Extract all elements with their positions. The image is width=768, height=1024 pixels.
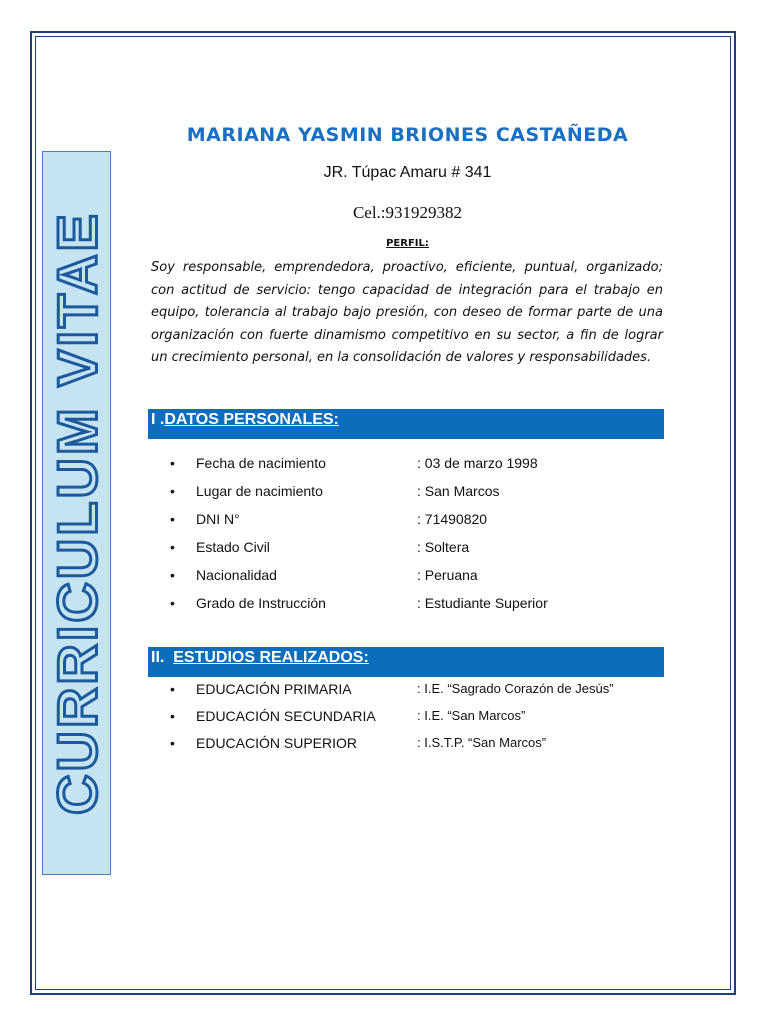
field-value: : I.E. “San Marcos” [417,708,526,723]
field-value: : San Marcos [417,483,500,499]
field-label: EDUCACIÓN SECUNDARIA [196,708,376,724]
phone: Cel.:931929382 [352,203,463,222]
bullet: • [170,511,175,527]
studies-list [170,681,670,762]
field-label: Nacionalidad [196,567,277,583]
list-item [170,483,670,511]
bullet: • [170,567,175,583]
side-banner [42,151,111,875]
personal-data-list [170,455,670,623]
profile-heading: PERFIL: [386,238,429,249]
field-label: Estado Civil [196,539,270,555]
bullet: • [170,595,175,611]
section-title: DATOS PERSONALES: [164,411,339,428]
address: JR. Túpac Amaru # 341 [323,164,492,181]
bullet: • [170,708,175,724]
field-value: : Peruana [417,567,478,583]
list-item [170,539,670,567]
field-label: Grado de Instrucción [196,595,326,611]
field-value: : Estudiante Superior [417,595,548,611]
bullet: • [170,483,175,499]
section-number: I . [151,411,165,428]
section-title: ESTUDIOS REALIZADOS: [173,649,369,666]
bullet: • [170,735,175,751]
full-name: MARIANA YASMIN BRIONES CASTAÑEDA [186,124,629,146]
list-item [170,681,670,708]
list-item [170,567,670,595]
list-item [170,455,670,483]
bullet: • [170,455,175,471]
field-value: : I.S.T.P. “San Marcos” [417,735,547,750]
field-label: Fecha de nacimiento [196,455,326,471]
list-item [170,511,670,539]
list-item [170,595,670,623]
field-label: Lugar de nacimiento [196,483,323,499]
bullet: • [170,539,175,555]
field-value: : 03 de marzo 1998 [417,455,538,471]
field-label: EDUCACIÓN SUPERIOR [196,735,358,751]
field-value: : Soltera [417,539,470,555]
section-personal-data-header [148,409,664,439]
section-number: II. [151,649,165,666]
field-label: EDUCACIÓN PRIMARIA [196,681,352,697]
section-studies-header [148,647,664,677]
field-value: : 71490820 [417,511,488,527]
profile-text: Soy responsable, emprendedora, proactivo, eficiente, puntual, organizado; con actitud de servicio: tengo capacidad de integración para el trabajo en equipo, tolerancia al trabajo bajo presión, con deseo de formar parte de una organización con fuerte dinamismo competitivo en su sector, a fin de lograr un crecimiento personal, en la consolidación de valores y responsabilidades. [151,260,663,365]
field-value: : I.E. “Sagrado Corazón de Jesús” [417,681,614,696]
bullet: • [170,681,175,697]
side-banner-title: CURRICULUM VITAE [45,211,108,815]
field-label: DNI N° [196,511,240,527]
list-item [170,735,670,762]
list-item [170,708,670,735]
